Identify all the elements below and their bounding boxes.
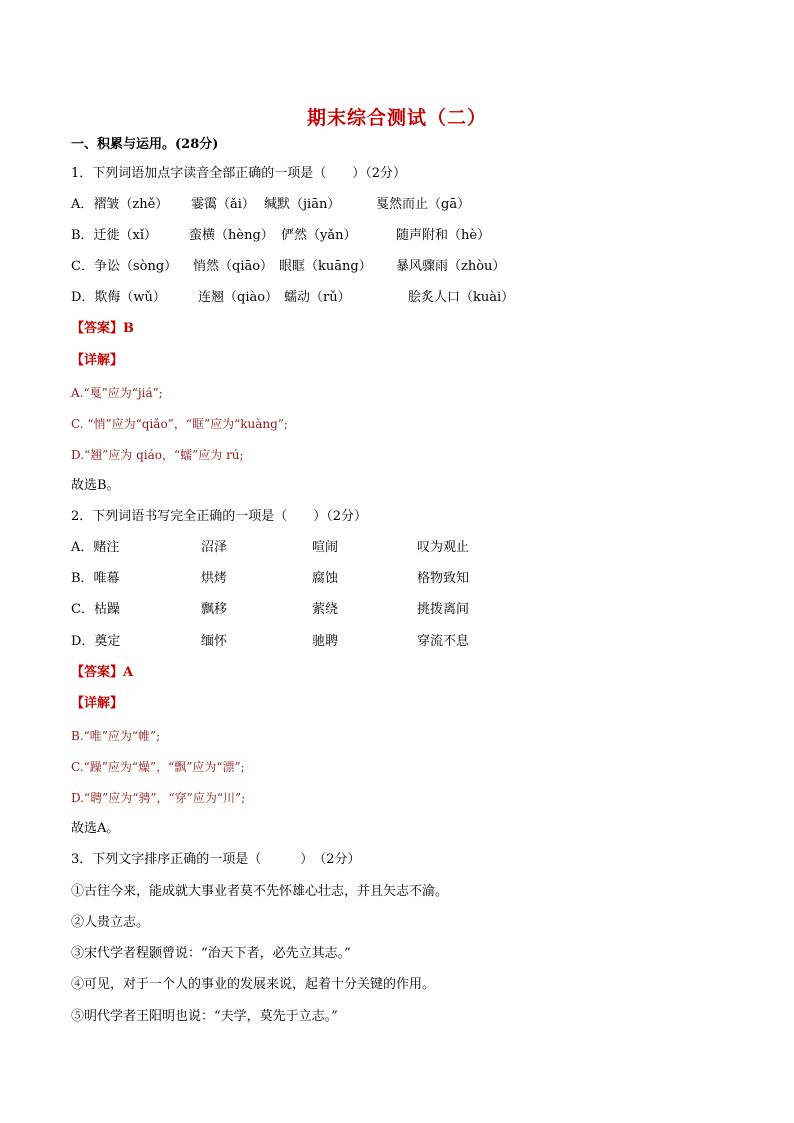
q1-a-word-3: 缄默（jiān） bbox=[264, 197, 341, 212]
q1-d-word-1: D．欺侮（wǔ） bbox=[71, 290, 166, 305]
q1-b-word-1: B．迁徙（xǐ） bbox=[71, 228, 158, 243]
q1-b-word-2: 蛮横（hèng） bbox=[189, 228, 274, 243]
question-3-stem: 3．下列文字排序正确的一项是（ ） （2分） bbox=[71, 852, 361, 867]
q1-c-word-4: 暴风骤雨（zhòu） bbox=[396, 259, 506, 274]
q1-explain-label: 【详解】 bbox=[71, 353, 124, 368]
q2-d-word-1: D．奠定 bbox=[71, 634, 121, 649]
q1-c-word-1: C．争讼（sòng） bbox=[71, 259, 178, 274]
q2-b-word-3: 腐蚀 bbox=[312, 571, 339, 586]
q2-d-word-3: 驰聘 bbox=[312, 634, 339, 649]
q3-sentence-5: ⑤明代学者王阳明也说：“夫学，莫先于立志。” bbox=[71, 1009, 338, 1024]
q1-d-word-3: 蠕动（rǔ） bbox=[284, 290, 351, 305]
q2-a-word-1: A．赌注 bbox=[71, 540, 120, 555]
question-2-stem: 2．下列词语书写完全正确的一项是（ ）（2分） bbox=[71, 509, 368, 524]
q3-sentence-4: ④可见，对于一个人的事业的发展来说，起着十分关键的作用。 bbox=[71, 977, 436, 992]
q2-c-word-2: 飘移 bbox=[201, 602, 228, 617]
q2-c-word-3: 萦绕 bbox=[312, 602, 339, 617]
q2-b-word-2: 烘烤 bbox=[201, 571, 228, 586]
question-1-stem: 1．下列词语加点字读音全部正确的一项是（ ）（2分） bbox=[71, 166, 407, 181]
q1-conclusion: 故选B。 bbox=[71, 478, 120, 493]
q3-sentence-2: ②人贵立志。 bbox=[71, 915, 150, 930]
q1-b-word-3: 俨然（yǎn） bbox=[281, 228, 357, 243]
q1-d-word-4: 脍炙人口（kuài） bbox=[408, 290, 515, 305]
q2-a-word-4: 叹为观止 bbox=[417, 540, 470, 555]
q1-c-word-2: 悄然（qiāo） bbox=[193, 259, 274, 274]
q1-a-word-4: 戛然而止（gā） bbox=[376, 197, 471, 212]
q2-explain-label: 【详解】 bbox=[71, 696, 124, 711]
q2-d-word-4: 穿流不息 bbox=[417, 634, 470, 649]
q1-detail-d: D.“翘”应为 qiáo，“蠕”应为 rú; bbox=[71, 448, 244, 462]
q2-c-word-1: C．枯躁 bbox=[71, 602, 120, 617]
q2-b-word-4: 格物致知 bbox=[417, 571, 470, 586]
q1-answer: 【答案】B bbox=[71, 321, 134, 336]
q2-c-word-4: 挑拨离间 bbox=[417, 602, 470, 617]
section-heading: 一、积累与运用。(28分) bbox=[71, 137, 219, 152]
q1-c-word-3: 眼眶（kuāng） bbox=[279, 259, 372, 274]
q1-detail-a: A.“戛”应为“jiá”; bbox=[71, 386, 163, 400]
q2-b-word-1: B．唯幕 bbox=[71, 571, 120, 586]
q1-a-word-2: 霎霭（ǎi） bbox=[191, 197, 255, 212]
q2-a-word-3: 喧闹 bbox=[312, 540, 339, 555]
q1-b-word-4: 随声附和（hè） bbox=[396, 228, 491, 243]
q1-d-word-2: 连翘（qiào） bbox=[198, 290, 279, 305]
page-title: 期末综合测试（二） bbox=[306, 107, 487, 129]
q2-a-word-2: 沼泽 bbox=[201, 540, 228, 555]
q2-answer: 【答案】A bbox=[71, 665, 134, 680]
q2-detail-b: B.“唯”应为“帷”; bbox=[71, 729, 161, 743]
q2-conclusion: 故选A。 bbox=[71, 821, 120, 836]
q3-sentence-3: ③宋代学者程颢曾说：“治天下者，必先立其志。” bbox=[71, 946, 351, 961]
q3-sentence-1: ①古往今来，能成就大事业者莫不先怀雄心壮志，并且矢志不渝。 bbox=[71, 884, 449, 899]
q2-d-word-2: 缅怀 bbox=[201, 634, 228, 649]
q1-a-word-1: A．褶皱（zhě） bbox=[71, 197, 169, 212]
q2-detail-d: D.“聘”应为“骋”，“穿”应为“川”; bbox=[71, 791, 246, 805]
q1-detail-c: C. “悄”应为“qiǎo”，“眶”应为“kuàng”; bbox=[71, 417, 288, 431]
q2-detail-c: C.“躁”应为“燥”，“飘”应为“漂”; bbox=[71, 760, 245, 774]
